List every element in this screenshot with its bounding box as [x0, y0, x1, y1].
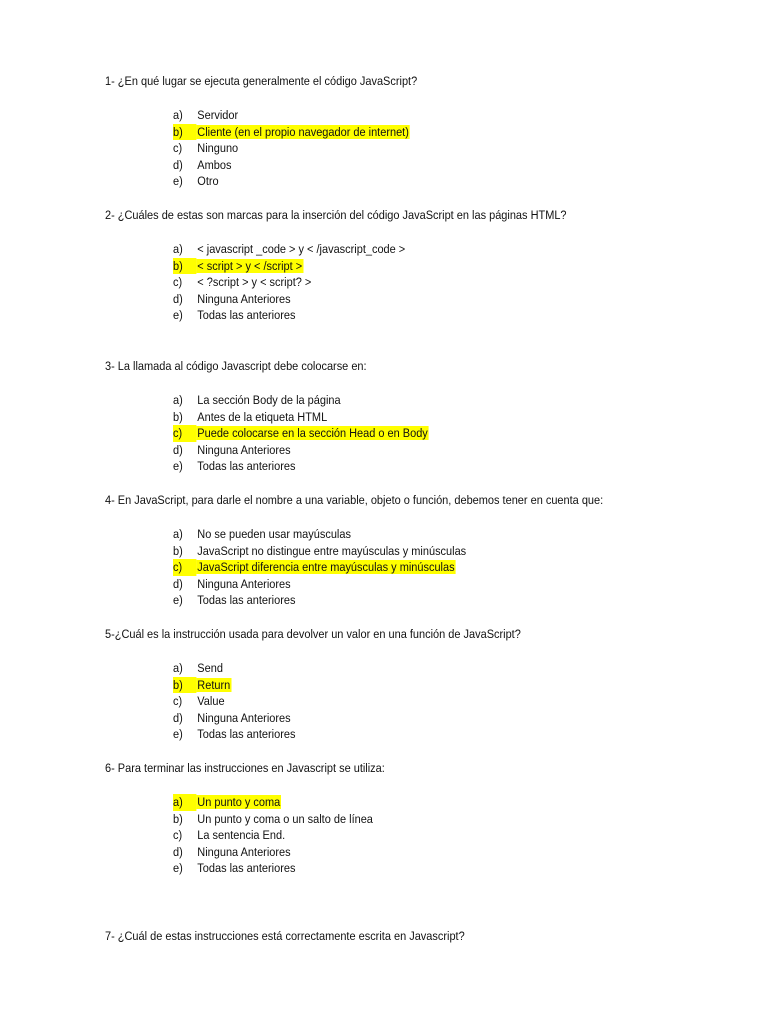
question-2-option-e — [173, 307, 406, 324]
option-text: Ninguna Anteriores — [197, 291, 291, 306]
option-text: Puede colocarse en la sección Head o en Body — [197, 426, 428, 441]
question-2-option-d — [173, 291, 406, 308]
question-3-option-c — [173, 425, 429, 442]
option-letter: c) — [173, 828, 183, 843]
option-text: Todas las anteriores — [197, 308, 296, 323]
option-letter: e) — [173, 593, 183, 608]
option-text: Ninguna Anteriores — [197, 844, 291, 859]
question-1-option-c — [173, 140, 410, 157]
question-5-option-b — [173, 677, 296, 694]
question-5-option-e — [173, 726, 296, 743]
question-2-option-b — [173, 258, 406, 275]
option-text: Send — [197, 661, 223, 675]
option-text: Cliente (en el propio navegador de internet) — [197, 124, 409, 139]
option-text: Todas las anteriores — [197, 727, 296, 742]
question-3-text: 3- La llamada al código Javascript debe colocarse en: — [105, 359, 367, 373]
option-letter: b) — [173, 811, 183, 826]
option-letter: d) — [173, 442, 183, 457]
question-7-text: 7- ¿Cuál de estas instrucciones está correctamente escrita en Javascript? — [105, 929, 465, 943]
question-4-option-b — [173, 543, 467, 560]
option-letter: e) — [173, 308, 183, 323]
question-1-option-d — [173, 157, 410, 174]
option-text: La sección Body de la página — [197, 393, 341, 407]
option-text: No se pueden usar mayúsculas — [197, 527, 351, 541]
option-text: < script > y < /script > — [197, 258, 303, 273]
option-text: Ninguna Anteriores — [197, 442, 291, 457]
question-1-option-e — [173, 173, 410, 190]
question-2-option-a — [173, 241, 406, 258]
option-text: Un punto y coma — [197, 795, 281, 809]
question-1-option-a — [173, 107, 410, 124]
option-text: Ninguno — [197, 141, 239, 156]
option-letter: b) — [173, 258, 196, 275]
option-letter: a) — [173, 527, 183, 541]
option-letter: c) — [173, 694, 183, 709]
question-3-option-a — [173, 392, 429, 409]
question-3-option-b — [173, 409, 429, 426]
option-letter: c) — [173, 559, 196, 576]
option-letter: e) — [173, 174, 183, 189]
option-letter: e) — [173, 861, 183, 876]
option-letter: c) — [173, 141, 183, 156]
question-4-options — [173, 526, 500, 609]
option-text: JavaScript diferencia entre mayúsculas y minúsculas — [197, 560, 455, 575]
question-4-option-e — [173, 592, 467, 609]
option-text: Todas las anteriores — [197, 861, 296, 876]
question-5-text: 5-¿Cuál es la instrucción usada para devolver un valor en una función de JavaScript? — [105, 627, 521, 641]
option-text: Ambos — [197, 157, 232, 172]
option-text: Return — [197, 677, 231, 692]
question-4-option-c — [173, 559, 467, 576]
question-6-option-e — [173, 860, 374, 877]
option-letter: e) — [173, 459, 183, 474]
option-letter: a) — [173, 108, 183, 122]
option-text: Un punto y coma o un salto de línea — [197, 811, 373, 826]
option-letter: a) — [173, 393, 183, 407]
option-text: Otro — [197, 174, 219, 189]
question-4-option-a — [173, 526, 467, 543]
option-letter: d) — [173, 844, 183, 859]
option-text: Ninguna Anteriores — [197, 710, 291, 725]
question-1-option-b — [173, 124, 410, 141]
option-letter: d) — [173, 576, 183, 591]
option-text: Servidor — [197, 108, 239, 122]
option-letter: d) — [173, 157, 183, 172]
question-6-text: 6- Para terminar las instrucciones en Javascript se utiliza: — [105, 761, 385, 775]
question-3-option-e — [173, 458, 429, 475]
option-text: La sentencia End. — [197, 828, 286, 843]
question-6-options — [173, 794, 396, 877]
option-text: JavaScript no distingue entre mayúsculas y minúsculas — [197, 543, 467, 558]
option-letter: c) — [173, 425, 196, 442]
question-4-text: 4- En JavaScript, para darle el nombre a una variable, objeto o función, debemos tener en cuenta que: — [105, 493, 604, 507]
option-text: Antes de la etiqueta HTML — [197, 409, 328, 424]
question-6-option-c — [173, 827, 374, 844]
option-text: Todas las anteriores — [197, 593, 296, 608]
question-6-option-a — [173, 794, 374, 811]
option-letter: b) — [173, 124, 196, 141]
question-5-option-d — [173, 710, 296, 727]
option-letter: a) — [173, 794, 196, 811]
option-letter: a) — [173, 242, 183, 256]
option-letter: d) — [173, 710, 183, 725]
option-text: Value — [197, 694, 225, 709]
question-5-option-a — [173, 660, 296, 677]
option-text: Todas las anteriores — [197, 459, 296, 474]
question-3-options — [173, 392, 457, 475]
question-6-option-d — [173, 844, 374, 861]
question-5-options — [173, 660, 310, 743]
question-2-options — [173, 241, 432, 324]
option-text: Ninguna Anteriores — [197, 576, 291, 591]
question-1-text: 1- ¿En qué lugar se ejecuta generalmente el código JavaScript? — [105, 74, 418, 88]
question-2-text: 2- ¿Cuáles de estas son marcas para la inserción del código JavaScript en las páginas HTML? — [105, 208, 567, 222]
option-letter: b) — [173, 409, 183, 424]
question-1-options — [173, 107, 436, 190]
question-2-option-c — [173, 274, 406, 291]
option-letter: b) — [173, 677, 196, 694]
question-5-option-c — [173, 693, 296, 710]
option-letter: a) — [173, 661, 183, 675]
question-6-option-b — [173, 811, 374, 828]
option-letter: b) — [173, 543, 183, 558]
question-4-option-d — [173, 576, 467, 593]
option-letter: c) — [173, 275, 183, 290]
question-3-option-d — [173, 442, 429, 459]
option-letter: e) — [173, 727, 183, 742]
option-text: < ?script > y < script? > — [197, 275, 312, 290]
option-text: < javascript _code > y < /javascript_code > — [197, 242, 406, 256]
option-letter: d) — [173, 291, 183, 306]
